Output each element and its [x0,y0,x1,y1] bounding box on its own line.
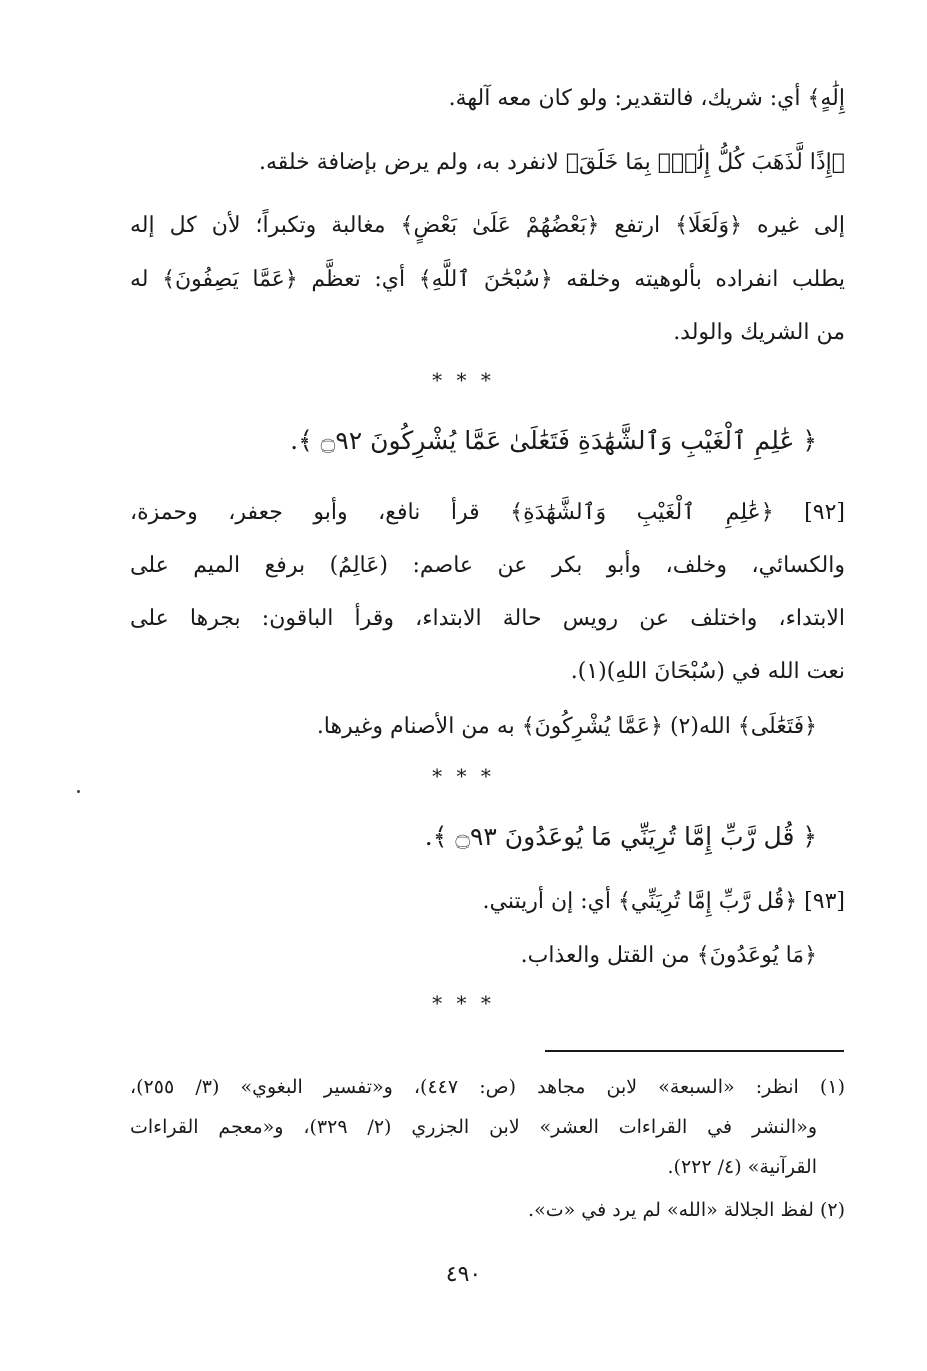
body-line-11: نعت الله في (سُبْحَانَ اللهِ)(١). [570,659,845,684]
body-line-9: والكسائي، وخلف، وأبو بكر عن عاصم: (عَالِمُ) برفع الميم على [130,553,845,578]
section-separator-1: * * * [432,368,495,392]
footnote-1-line-1: (١) انظر: «السبعة» لابن مجاهد (ص: ٤٤٧)، و«تفسير البغوي» (٣/ ٢٥٥)، [130,1076,845,1098]
section-separator-3: * * * [432,991,495,1015]
section-separator-2: * * * [432,764,495,788]
footnote-divider [545,1050,844,1052]
body-line-2: ﴿إِذًا لَّذَهَبَ كُلُّ إِلَٰهِۭ بِمَا خَلَقَ﴾ لانفرد به، ولم يرض بإضافة خلقه. [258,150,845,175]
body-line-10: الابتداء، واختلف عن رويس حالة الابتداء، وقرأ الباقون: بجرها على [130,606,845,631]
quran-verse-92: ﴿ عَٰلِمِ ٱلْغَيْبِ وَٱلشَّهَٰدَةِ فَتَعَٰلَىٰ عَمَّا يُشْرِكُونَ ۝٩٢ ﴾. [290,426,817,455]
body-line-5: من الشريك والولد. [673,320,845,345]
body-line-4: يطلب انفراده بألوهيته وخلقه ﴿سُبْحَٰنَ ٱللَّهِ﴾ أي: تعظَّم ﴿عَمَّا يَصِفُونَ﴾ له [130,267,845,292]
body-line-15: ﴿مَا يُوعَدُونَ﴾ من القتل والعذاب. [520,943,817,968]
body-line-14: [٩٣] ﴿قُل رَّبِّ إِمَّا تُرِيَنِّي﴾ أي: إن أريتني. [482,889,845,914]
page-number: ٤٩٠ [445,1262,482,1287]
body-line-3: إلى غيره ﴿وَلَعَلَا﴾ ارتفع ﴿بَعْضُهُمْ عَلَىٰ بَعْضٍ﴾ مغالبة وتكبراً؛ لأن كل إله [130,213,845,238]
body-line-8: [٩٢] ﴿عَٰلِمِ ٱلْغَيْبِ وَٱلشَّهَٰدَةِ﴾ قرأ نافع، وأبو جعفر، وحمزة، [130,500,845,525]
scan-speck [77,790,80,793]
footnote-2: (٢) لفظ الجلالة «الله» لم يرد في «ت». [528,1199,845,1221]
footnote-1-line-3: القرآنية» (٤/ ٢٢٢). [667,1156,817,1178]
body-line-1: إِلَٰهٍ﴾ أي: شريك، فالتقدير: ولو كان معه آلهة. [448,86,845,111]
footnote-1-line-2: و«النشر في القراءات العشر» لابن الجزري (٢/ ٣٢٩)، و«معجم القراءات [130,1116,817,1138]
quran-verse-93: ﴿ قُل رَّبِّ إِمَّا تُرِيَنِّي مَا يُوعَدُونَ ۝٩٣ ﴾. [424,822,817,851]
body-line-12: ﴿فَتَعَٰلَى﴾ الله(٢) ﴿عَمَّا يُشْرِكُونَ﴾ به من الأصنام وغيرها. [316,714,817,739]
